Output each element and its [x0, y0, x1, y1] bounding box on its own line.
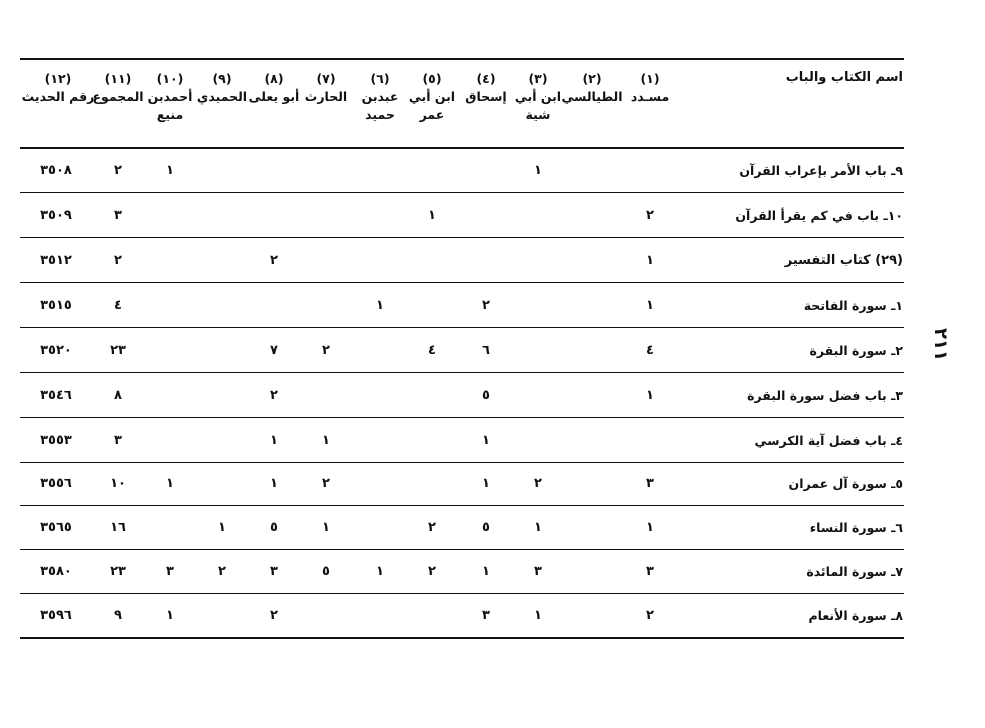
row-label: ١ـ سورة الفاتحة	[803, 298, 903, 313]
table-cell: ٣٥٥٦	[40, 476, 72, 491]
row-divider	[20, 372, 904, 373]
row-label: ٥ـ سورة آل عمران	[788, 476, 903, 491]
row-label: ٨ـ سورة الأنعام	[808, 608, 903, 623]
table-cell: ٣٥٢٠	[40, 343, 72, 358]
table-cell: ١	[646, 520, 654, 535]
row-divider	[20, 192, 904, 193]
table-cell: ١	[218, 520, 226, 535]
header-col-7: (٧) الحارث	[304, 71, 348, 105]
row-label: ٣ـ باب فضل سورة البقرة	[747, 388, 903, 403]
table-cell: ٢	[322, 476, 330, 491]
row-divider	[20, 237, 904, 238]
header-bottom-rule	[20, 147, 904, 149]
table-cell: ٣	[646, 564, 654, 579]
table-cell: ٢	[646, 608, 654, 623]
table-cell: ١	[646, 253, 654, 268]
table-cell: ١	[376, 298, 384, 313]
table-cell: ١	[482, 433, 490, 448]
table-cell: ٢	[322, 343, 330, 358]
header-col-6: (٦) عبدبن حميد	[361, 71, 399, 123]
table-cell: ١	[166, 608, 174, 623]
table-cell: ٢	[218, 564, 226, 579]
table-cell: ٣٥٤٦	[40, 388, 72, 403]
header-col-10: (١٠) أحمدبن منيع	[147, 71, 193, 123]
table-cell: ١	[322, 433, 330, 448]
row-divider	[20, 505, 904, 506]
table-cell: ٤	[114, 298, 122, 313]
table-cell: ٣	[482, 608, 490, 623]
table-cell: ٥	[322, 564, 330, 579]
table-cell: ١	[534, 608, 542, 623]
header-col-1: (١) مسـدد	[630, 71, 670, 105]
table-cell: ٣	[646, 476, 654, 491]
table-cell: ١	[270, 433, 278, 448]
row-divider	[20, 637, 904, 639]
header-col-5: (٥) ابن أبي عمر	[408, 71, 456, 123]
table-cell: ١	[534, 520, 542, 535]
header-col-3: (٣) ابن أبي شية	[514, 71, 562, 123]
table-cell: ١٦	[110, 520, 126, 535]
table-cell: ١	[482, 564, 490, 579]
table-cell: ٣٥١٢	[40, 253, 72, 268]
table-cell: ١	[322, 520, 330, 535]
row-divider	[20, 549, 904, 550]
table-cell: ٢	[270, 388, 278, 403]
table-cell: ٦	[482, 343, 490, 358]
table-cell: ١	[482, 476, 490, 491]
header-book-chapter: اسم الكتاب والباب	[785, 70, 903, 85]
row-divider	[20, 462, 904, 463]
table-cell: ٣	[270, 564, 278, 579]
table-cell: ٥	[482, 388, 490, 403]
table-cell: ٢	[534, 476, 542, 491]
table-top-rule	[20, 58, 904, 60]
side-page-number: ٢١١	[930, 328, 951, 361]
table-cell: ٥	[482, 520, 490, 535]
row-label: ٩ـ باب الأمر بإعراب القرآن	[739, 163, 903, 178]
table-cell: ٣٥٥٣	[40, 433, 72, 448]
header-col-8: (٨) أبو يعلى	[248, 71, 300, 105]
table-cell: ٢	[646, 208, 654, 223]
table-cell: ٣	[534, 564, 542, 579]
table-cell: ١	[646, 388, 654, 403]
table-cell: ٥	[270, 520, 278, 535]
header-col-12: (١٢) رقم الحديث	[21, 71, 95, 105]
table-cell: ١	[166, 163, 174, 178]
header-col-11: (١١) المجموع	[92, 71, 144, 105]
table-cell: ٣٥١٥	[40, 298, 72, 313]
table-cell: ٣	[166, 564, 174, 579]
table-cell: ٢	[428, 564, 436, 579]
table-cell: ٤	[428, 343, 436, 358]
row-divider	[20, 327, 904, 328]
row-divider	[20, 282, 904, 283]
table-cell: ٢	[270, 608, 278, 623]
row-label: ٧ـ سورة المائدة	[806, 564, 903, 579]
table-cell: ٣٥٨٠	[40, 564, 72, 579]
header-col-2: (٢) الطيالسي	[561, 71, 623, 105]
row-label: ١٠ـ باب في كم يقرأ القرآن	[735, 208, 903, 223]
table-cell: ٢٣	[110, 343, 126, 358]
table-cell: ١	[428, 208, 436, 223]
row-label: (٢٩) كتاب التفسير	[784, 253, 903, 268]
table-cell: ٢	[428, 520, 436, 535]
row-divider	[20, 593, 904, 594]
row-label: ٢ـ سورة البقرة	[809, 343, 903, 358]
table-cell: ٢٣	[110, 564, 126, 579]
table-cell: ٣٥٩٦	[40, 608, 72, 623]
table-cell: ٨	[114, 388, 122, 403]
table-cell: ٣٥٦٥	[40, 520, 72, 535]
table-cell: ٣	[114, 433, 122, 448]
table-cell: ٧	[270, 343, 278, 358]
table-cell: ١٠	[110, 476, 126, 491]
header-col-4: (٤) إسحاق	[465, 71, 507, 105]
table-cell: ١	[376, 564, 384, 579]
table-cell: ٢	[114, 253, 122, 268]
table-cell: ٩	[114, 608, 122, 623]
table-cell: ٣	[114, 208, 122, 223]
table-cell: ٢	[114, 163, 122, 178]
table-cell: ١	[646, 298, 654, 313]
table-cell: ٣٥٠٩	[40, 208, 72, 223]
table-cell: ٤	[646, 343, 654, 358]
header-col-9: (٩) الحميدي	[196, 71, 248, 105]
table-cell: ٢	[482, 298, 490, 313]
row-divider	[20, 417, 904, 418]
row-label: ٦ـ سورة النساء	[809, 520, 903, 535]
row-label: ٤ـ باب فضل آية الكرسي	[754, 433, 903, 448]
table-cell: ١	[270, 476, 278, 491]
table-cell: ٢	[270, 253, 278, 268]
table-cell: ٣٥٠٨	[40, 163, 72, 178]
table-cell: ١	[534, 163, 542, 178]
table-cell: ١	[166, 476, 174, 491]
